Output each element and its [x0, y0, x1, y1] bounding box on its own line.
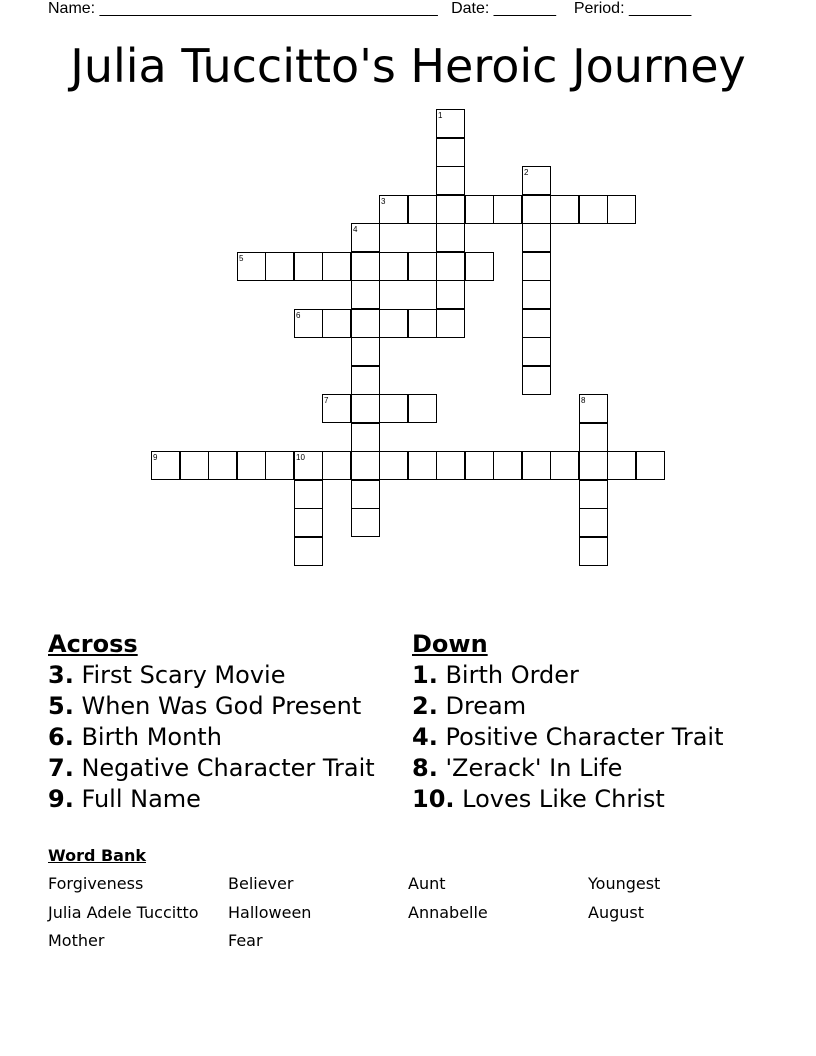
word-bank-item: Fear	[228, 931, 263, 950]
cell-number: 5	[239, 254, 244, 263]
clue-item	[412, 722, 724, 753]
grid-cell[interactable]	[351, 423, 380, 452]
grid-cell[interactable]	[522, 337, 551, 366]
down-heading: Down	[412, 630, 488, 658]
cell-number: 9	[153, 453, 158, 462]
grid-cell[interactable]	[351, 280, 380, 309]
grid-cell[interactable]	[294, 252, 323, 281]
grid-cell[interactable]	[322, 252, 351, 281]
cell-number: 8	[581, 396, 586, 405]
grid-cell[interactable]	[436, 195, 465, 224]
clue-text: Loves Like Christ	[454, 785, 665, 813]
cell-number: 7	[324, 396, 329, 405]
grid-cell[interactable]	[436, 309, 465, 338]
word-bank-item: Julia Adele Tuccitto	[48, 903, 199, 922]
grid-cell[interactable]	[579, 423, 608, 452]
clue-item	[48, 784, 375, 815]
grid-cell[interactable]	[522, 451, 551, 480]
grid-cell[interactable]	[607, 451, 636, 480]
grid-cell[interactable]	[522, 366, 551, 395]
grid-cell[interactable]	[351, 337, 380, 366]
grid-cell[interactable]	[465, 252, 494, 281]
grid-cell[interactable]	[265, 252, 294, 281]
grid-cell[interactable]	[436, 223, 465, 252]
grid-cell[interactable]	[408, 309, 437, 338]
grid-cell[interactable]	[351, 309, 380, 338]
grid-cell[interactable]	[351, 394, 380, 423]
word-bank-item: Youngest	[588, 874, 661, 893]
page-title: Julia Tuccitto's Heroic Journey	[70, 39, 746, 93]
cell-number: 10	[296, 453, 305, 462]
grid-cell[interactable]	[408, 451, 437, 480]
clue-item	[48, 753, 375, 784]
clue-number: 4.	[412, 723, 438, 751]
grid-cell[interactable]	[351, 252, 380, 281]
grid-cell[interactable]	[408, 252, 437, 281]
grid-cell[interactable]	[436, 138, 465, 167]
grid-cell[interactable]	[579, 537, 608, 566]
grid-cell[interactable]	[294, 480, 323, 509]
clue-number: 2.	[412, 692, 438, 720]
clue-text: First Scary Movie	[73, 661, 286, 689]
grid-cell[interactable]	[379, 309, 408, 338]
clue-number: 7.	[48, 754, 74, 782]
grid-cell[interactable]	[408, 394, 437, 423]
word-bank-item: Aunt	[408, 874, 446, 893]
grid-cell[interactable]	[265, 451, 294, 480]
clue-item	[48, 660, 375, 691]
clue-item	[412, 691, 724, 722]
cell-number: 4	[353, 225, 358, 234]
clue-item	[412, 660, 724, 691]
grid-cell[interactable]	[379, 451, 408, 480]
grid-cell[interactable]	[351, 480, 380, 509]
clue-text: Birth Month	[73, 723, 222, 751]
clue-number: 10.	[412, 785, 455, 813]
grid-cell[interactable]	[550, 451, 579, 480]
grid-cell[interactable]	[522, 252, 551, 281]
across-clues	[48, 628, 375, 815]
across-heading: Across	[48, 630, 138, 658]
grid-cell[interactable]	[493, 451, 522, 480]
grid-cell[interactable]	[436, 252, 465, 281]
clue-number: 8.	[412, 754, 438, 782]
clue-text: Negative Character Trait	[73, 754, 375, 782]
word-bank-item: Halloween	[228, 903, 312, 922]
grid-cell[interactable]	[436, 166, 465, 195]
word-bank-title: Word Bank	[48, 846, 147, 865]
grid-cell[interactable]	[493, 195, 522, 224]
cell-number: 1	[438, 111, 443, 120]
date-field-label: Date: _______	[451, 0, 557, 17]
grid-cell[interactable]	[351, 451, 380, 480]
grid-cell[interactable]	[294, 537, 323, 566]
grid-cell[interactable]	[607, 195, 636, 224]
grid-cell[interactable]	[351, 366, 380, 395]
name-field-label: Name: ______________________________________	[48, 0, 438, 17]
clue-number: 3.	[48, 661, 74, 689]
clue-number: 6.	[48, 723, 74, 751]
clue-text: 'Zerack' In Life	[437, 754, 623, 782]
grid-cell[interactable]	[579, 451, 608, 480]
word-bank-item: August	[588, 903, 644, 922]
cell-number: 6	[296, 311, 301, 320]
grid-cell[interactable]	[237, 451, 266, 480]
period-field-label: Period: _______	[573, 0, 692, 17]
grid-cell[interactable]	[465, 451, 494, 480]
grid-cell[interactable]	[436, 280, 465, 309]
word-bank-item: Annabelle	[408, 903, 488, 922]
clue-text: When Was God Present	[73, 692, 362, 720]
clue-text: Positive Character Trait	[437, 723, 724, 751]
grid-cell[interactable]	[408, 195, 437, 224]
grid-cell[interactable]	[522, 280, 551, 309]
grid-cell[interactable]	[180, 451, 209, 480]
clue-item	[412, 784, 724, 815]
word-bank-item: Forgiveness	[48, 874, 144, 893]
clue-number: 1.	[412, 661, 438, 689]
grid-cell[interactable]	[522, 223, 551, 252]
grid-cell[interactable]	[522, 195, 551, 224]
grid-cell[interactable]	[550, 195, 579, 224]
grid-cell[interactable]	[579, 508, 608, 537]
clue-text: Full Name	[73, 785, 201, 813]
grid-cell[interactable]	[579, 195, 608, 224]
grid-cell[interactable]	[579, 480, 608, 509]
grid-cell[interactable]	[636, 451, 665, 480]
cell-number: 2	[524, 168, 529, 177]
clue-number: 5.	[48, 692, 74, 720]
grid-cell[interactable]	[208, 451, 237, 480]
word-bank-item: Believer	[228, 874, 294, 893]
clue-item	[48, 691, 375, 722]
cell-number: 3	[381, 197, 386, 206]
grid-cell[interactable]	[522, 309, 551, 338]
clue-item	[412, 753, 724, 784]
clue-item	[48, 722, 375, 753]
clue-text: Dream	[437, 692, 527, 720]
word-bank-item: Mother	[48, 931, 105, 950]
grid-cell[interactable]	[351, 508, 380, 537]
grid-cell[interactable]	[322, 451, 351, 480]
grid-cell[interactable]	[322, 309, 351, 338]
grid-cell[interactable]	[465, 195, 494, 224]
grid-cell[interactable]	[294, 508, 323, 537]
grid-cell[interactable]	[379, 394, 408, 423]
grid-cell[interactable]	[379, 252, 408, 281]
clue-text: Birth Order	[437, 661, 579, 689]
grid-cell[interactable]	[436, 451, 465, 480]
clue-number: 9.	[48, 785, 74, 813]
down-clues	[412, 628, 724, 815]
